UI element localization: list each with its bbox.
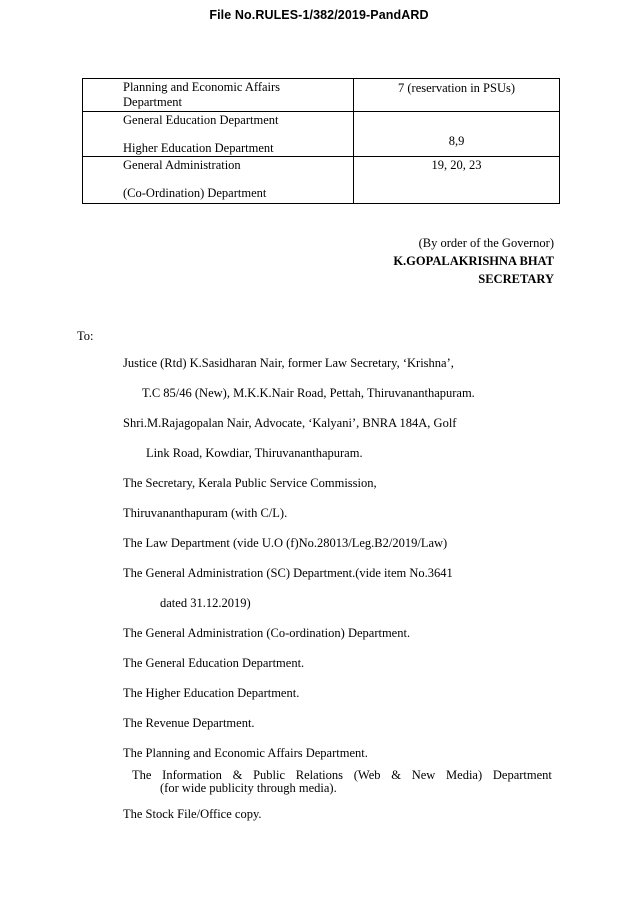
signatory-name: K.GOPALAKRISHNA BHAT <box>393 254 554 268</box>
recipient-line: The Secretary, Kerala Public Service Commission, <box>123 476 377 490</box>
order-of-governor: (By order of the Governor) <box>418 236 554 250</box>
department-cell <box>83 79 354 112</box>
word: The <box>132 768 152 782</box>
to-label: To: <box>77 329 94 343</box>
department-name: General Administration <box>123 158 241 172</box>
recipient-line: (for wide publicity through media). <box>160 781 337 795</box>
recipient-line: dated 31.12.2019) <box>160 596 251 610</box>
word: New <box>411 768 436 782</box>
department-name: Planning and Economic Affairs <box>123 80 281 94</box>
recipient-line: Thiruvananthapuram (with C/L). <box>123 506 288 520</box>
recipient-line: The General Administration (SC) Department.(vide item No.3641 <box>123 566 453 580</box>
reference-value: 8,9 <box>448 134 465 148</box>
word: Department <box>492 768 552 782</box>
word: (Web <box>353 768 381 782</box>
recipient-line: The General Administration (Co-ordination) Department. <box>123 626 411 640</box>
reference-value: 19, 20, 23 <box>431 158 482 172</box>
reference-cell <box>354 157 560 204</box>
signatory-title: SECRETARY <box>478 272 554 286</box>
department-cell <box>83 112 354 157</box>
recipient-line: Justice (Rtd) K.Sasidharan Nair, former Law Secretary, ‘Krishna’, <box>123 356 454 370</box>
word: Relations <box>295 768 343 782</box>
reference-value: 7 (reservation in PSUs) <box>398 81 515 95</box>
word: Information <box>162 768 222 782</box>
reference-cell <box>354 79 560 112</box>
department-cell <box>83 157 354 204</box>
table-row <box>83 157 560 204</box>
recipient-line: Shri.M.Rajagopalan Nair, Advocate, ‘Kalyani’, BNRA 184A, Golf <box>123 416 457 430</box>
word: & <box>391 768 401 782</box>
recipient-line: The Revenue Department. <box>123 716 255 730</box>
recipient-line: The Law Department (vide U.O (f)No.28013/Leg.B2/2019/Law) <box>123 536 448 550</box>
table-row <box>83 79 560 112</box>
recipient-line: T.C 85/46 (New), M.K.K.Nair Road, Pettah, Thiruvananthapuram. <box>142 386 475 400</box>
department-reference-table <box>82 78 560 204</box>
word: Public <box>253 768 286 782</box>
department-name: Department <box>123 95 183 109</box>
file-number-header: File No.RULES-1/382/2019-PandARD <box>209 8 429 22</box>
word: & <box>232 768 243 782</box>
department-name: Higher Education Department <box>123 141 274 155</box>
recipient-line: Link Road, Kowdiar, Thiruvananthapuram. <box>146 446 363 460</box>
recipient-line: The General Education Department. <box>123 656 305 670</box>
reference-cell <box>354 112 560 157</box>
word: Media) <box>446 768 483 782</box>
recipient-line: The Stock File/Office copy. <box>123 807 262 821</box>
department-name: (Co-Ordination) Department <box>123 186 267 200</box>
department-name: General Education Department <box>123 113 279 127</box>
recipient-line: The Planning and Economic Affairs Department. <box>123 746 368 760</box>
table-row <box>83 112 560 157</box>
recipient-line: The Higher Education Department. <box>123 686 300 700</box>
